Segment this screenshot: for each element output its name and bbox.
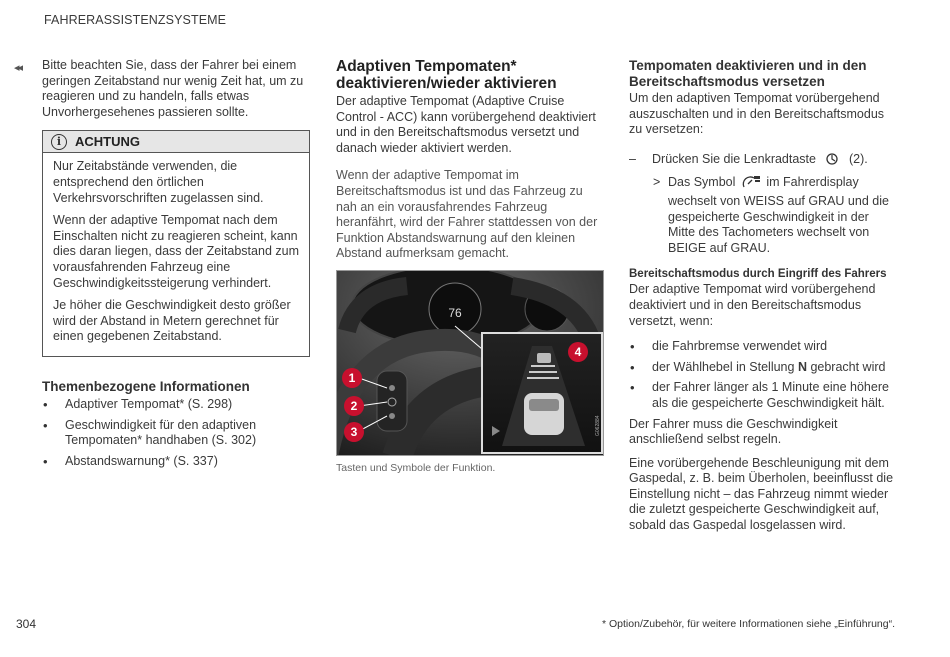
- subheading: Bereitschaftsmodus durch Eingriff des Fahrers: [629, 268, 887, 281]
- figure-caption: Tasten und Symbole der Funktion.: [336, 461, 496, 474]
- warning-paragraph: Nur Zeitabstände verwenden, die entsprechend den örtlichen Verkehrsvorschriften zugelassen sind.: [53, 159, 264, 205]
- condition-item: • der Wählhebel in Stellung N gebracht wird: [629, 360, 899, 376]
- callout-3: [344, 422, 364, 442]
- warning-paragraph: Wenn der adaptive Tempomat nach dem Einschalten nicht zu reagieren scheint, kann dies daran liegen, dass der Zeitabstand zum vorausfahrenden Fahrzeug eine Geschwindigkeitssteigerung verhindert.: [53, 213, 299, 290]
- speed-readout: 76: [448, 305, 462, 320]
- step-ref: (2).: [848, 151, 868, 166]
- condition-item: • der Fahrer länger als 1 Minute eine höhere als die gespeicherte Geschwindigkeit hält.: [629, 380, 899, 411]
- column-left: [42, 58, 310, 474]
- steering-button-icon: [819, 152, 845, 171]
- figure-code: G062884: [595, 415, 601, 436]
- result-text-post: im Fahrerdisplay wechselt von WEISS auf GRAU und die gespeicherte Geschwindigkeit in der Mitte des Tachometers wechselt von BEIGE auf GRAU.: [668, 175, 889, 255]
- column-right: [629, 58, 899, 542]
- body-text: Wenn der adaptive Tempomat im Bereitschaftsmodus ist und das Fahrzeug zu nah an ein vorausfahrendes Fahrzeug heranfährt, wird der Fahrer stattdessen von der Funktion Abstandswarnung auf den kleinen Abstand aufmerksam gemacht.: [336, 168, 598, 261]
- section-header: FAHRERASSISTENZSYSTEME: [44, 13, 227, 27]
- figure-steering-wheel: [336, 270, 604, 456]
- subsection-title-line2: Bereitschaftsmodus versetzen: [629, 74, 825, 89]
- result-text-pre: Das Symbol: [668, 175, 736, 190]
- cruise-control-icon: [739, 175, 763, 194]
- intro-text: Der adaptive Tempomat (Adaptive Cruise Control - ACC) kann vorübergehend deaktiviert und in den Bereitschaftsmodus versetzt und danach wieder aktiviert werden.: [336, 94, 596, 155]
- selector-position: N: [797, 359, 807, 374]
- related-title: Themenbezogene Informationen: [42, 378, 250, 394]
- continued-marker: ◂◂: [14, 62, 22, 74]
- svg-text:1: 1: [348, 370, 356, 385]
- section-title: [336, 58, 604, 92]
- condition-item: • die Fahrbremse verwendet wird: [629, 339, 899, 355]
- svg-text:2: 2: [350, 398, 358, 413]
- warning-header: [43, 131, 309, 153]
- body-text: Der adaptive Tempomat wird vorübergehend deaktiviert und in den Bereitschaftsmodus versetzt, wenn:: [629, 282, 876, 328]
- section-title-line1: Adaptiven Tempomaten*: [336, 58, 517, 75]
- callout-2: [344, 396, 364, 416]
- body-text: Der Fahrer muss die Geschwindigkeit anschließend selbst regeln.: [629, 416, 838, 447]
- conditions-list: [629, 339, 899, 411]
- section-title-line2: deaktivieren/wieder aktivieren: [336, 75, 557, 92]
- instruction-result: [629, 175, 899, 256]
- related-link[interactable]: • Adaptiver Tempomat* (S. 298): [42, 397, 310, 413]
- related-link[interactable]: • Abstandswarnung* (S. 337): [42, 454, 310, 470]
- related-link[interactable]: • Geschwindigkeit für den adaptiven Tempomaten* handhaben (S. 302): [42, 418, 310, 449]
- warning-title: ACHTUNG: [75, 134, 140, 150]
- subsection-title-line1: Tempomaten deaktivieren und in den: [629, 58, 867, 73]
- warning-box: [42, 130, 310, 357]
- callout-1: [342, 368, 362, 388]
- subsection-title: [629, 58, 899, 90]
- body-text: Eine vorübergehende Beschleunigung mit dem Gaspedal, z. B. beim Überholen, beeinflusst die Einstellung nicht – das Fahrzeug nimmt wieder die zuletzt gespeicherte Geschwindigkeit auf, sobald das Gaspedal losgelassen wird.: [629, 455, 894, 533]
- info-icon: i: [51, 134, 67, 150]
- warning-paragraph: Je höher die Geschwindigkeit desto größer wird der Abstand in Metern gerechnet für einen gegebenen Zeitabstand.: [53, 298, 291, 344]
- instruction-step: [629, 152, 899, 171]
- step-text: Drücken Sie die Lenkradtaste: [652, 151, 816, 166]
- footnote: * Option/Zubehör, für weitere Informationen siehe „Einführung“.: [602, 618, 895, 630]
- related-list: [42, 397, 310, 469]
- svg-text:3: 3: [350, 424, 358, 439]
- svg-text:4: 4: [574, 344, 582, 359]
- callout-4: [568, 342, 588, 362]
- figure-illustration: [337, 271, 604, 456]
- warning-body: [43, 153, 309, 356]
- intro-text: Um den adaptiven Tempomat vorübergehend auszuschalten und in den Bereitschaftsmodus zu versetzen:: [629, 91, 885, 137]
- page-number: 304: [16, 617, 37, 631]
- intro-text: Bitte beachten Sie, dass der Fahrer bei einem geringen Zeitabstand nur wenig Zeit hat, um zu reagieren und zu handeln, falls etwas Unvorhergesehenes passieren sollte.: [42, 58, 304, 119]
- column-middle: [336, 58, 604, 477]
